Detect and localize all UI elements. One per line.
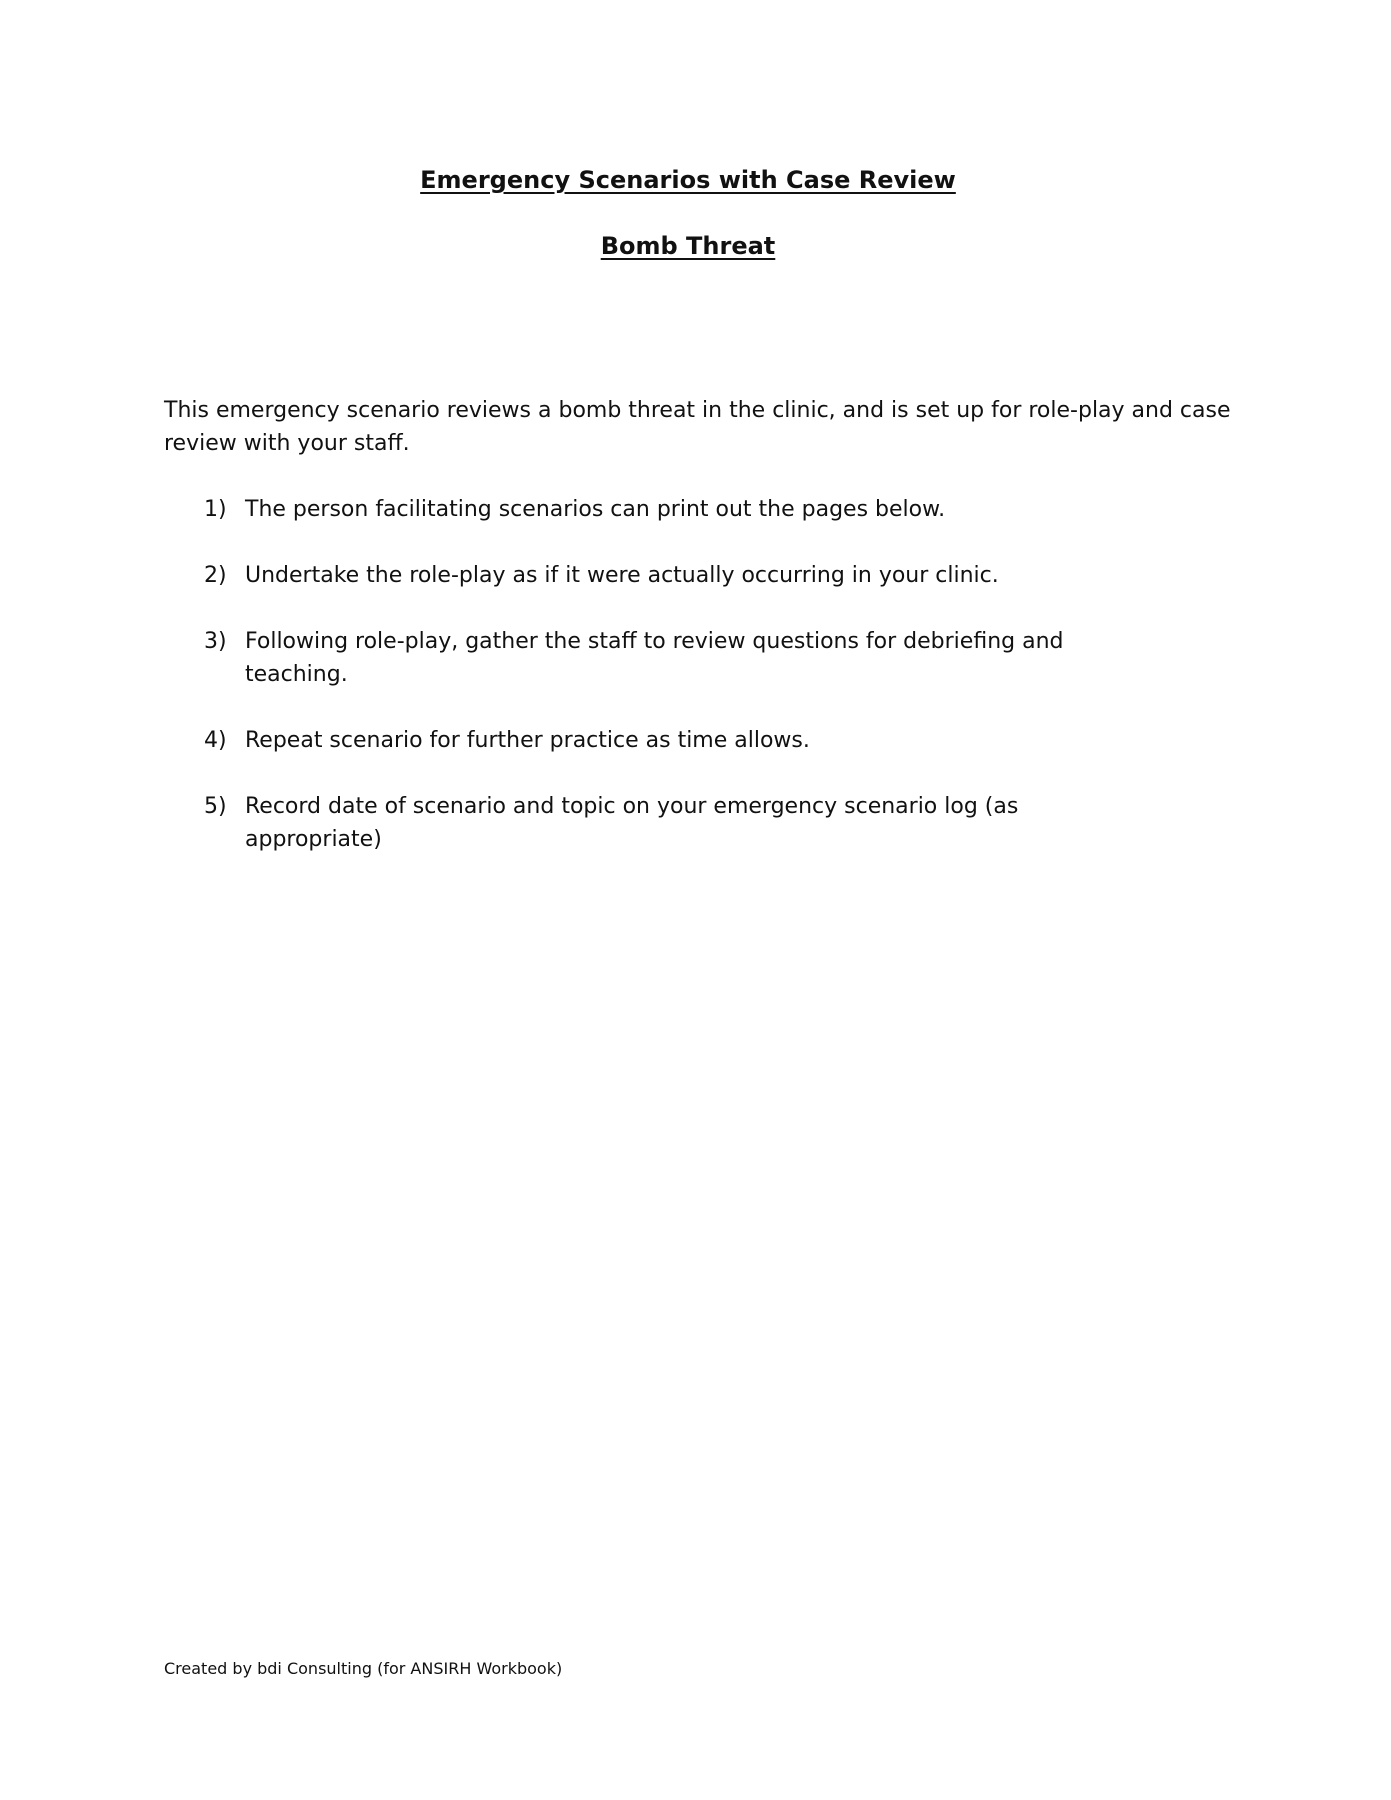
list-item (204, 559, 1204, 592)
step-text: Following role-play, gather the staff to review questions for debriefing and teaching. (245, 629, 1064, 687)
step-number: 3) (204, 629, 227, 654)
document-subtitle: Bomb Threat (600, 232, 776, 260)
step-number: 5) (204, 794, 227, 819)
step-text: Repeat scenario for further practice as time allows. (245, 728, 810, 753)
step-number: 1) (204, 497, 227, 522)
steps-list (204, 493, 1204, 889)
step-text: Undertake the role-play as if it were actually occurring in your clinic. (245, 563, 999, 588)
document-title: Emergency Scenarios with Case Review (420, 166, 956, 194)
list-item (204, 790, 1204, 856)
list-item (204, 724, 1204, 757)
step-number: 2) (204, 563, 227, 588)
list-item (204, 493, 1204, 526)
step-text: Record date of scenario and topic on your emergency scenario log (as appropriate) (245, 794, 1019, 852)
step-number: 4) (204, 728, 227, 753)
intro-paragraph: This emergency scenario reviews a bomb threat in the clinic, and is set up for role-play and case review with your staff. (164, 398, 1231, 456)
list-item (204, 625, 1204, 691)
step-text: The person facilitating scenarios can print out the pages below. (245, 497, 946, 522)
footer-credit: Created by bdi Consulting (for ANSIRH Workbook) (164, 1659, 563, 1678)
